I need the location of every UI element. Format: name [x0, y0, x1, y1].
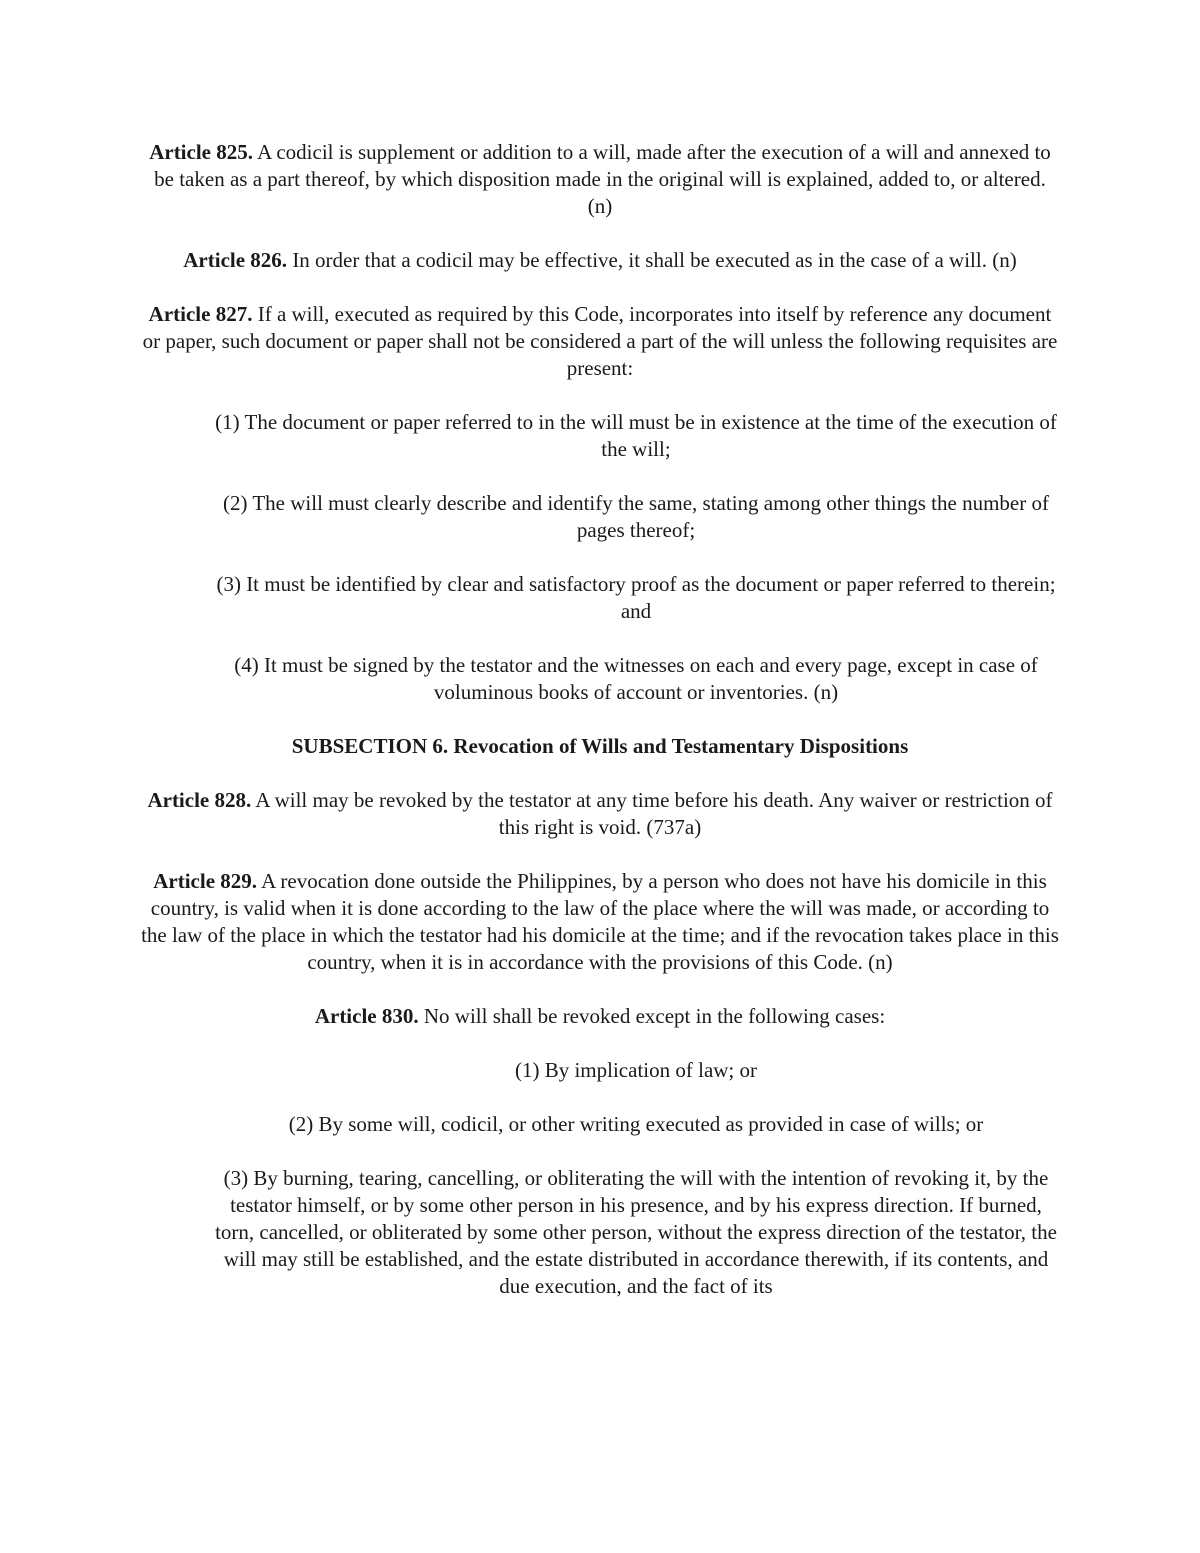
article-829-label: Article 829.	[153, 869, 258, 893]
article-830	[140, 1003, 1060, 1030]
article-827	[140, 301, 1060, 382]
article-829-text: A revocation done outside the Philippines, by a person who does not have his domicile in this country, is valid when it is done according to the law of the place where the will was made, or according to the law of the place in which the testator had his domicile at the time; and if the revocation takes place in this country, when it is in accordance with the provisions of this Code. (n)	[141, 869, 1059, 974]
article-826-label: Article 826.	[183, 248, 288, 272]
article-830-text: No will shall be revoked except in the following cases:	[418, 1004, 886, 1028]
article-827-label: Article 827.	[148, 302, 253, 326]
article-830-label: Article 830.	[314, 1004, 419, 1028]
article-828-label: Article 828.	[147, 788, 252, 812]
article-827-item-3: (3) It must be identified by clear and satisfactory proof as the document or paper referred to therein; and	[216, 572, 1056, 623]
article-827-item-4: (4) It must be signed by the testator and the witnesses on each and every page, except in case of voluminous books of account or inventories. (n)	[234, 653, 1038, 704]
article-825-text: A codicil is supplement or addition to a will, made after the execution of a will and annexed to be taken as a part thereof, by which disposition made in the original will is explained, added to, or altered. (n)	[154, 140, 1051, 218]
article-827-text: If a will, executed as required by this Code, incorporates into itself by reference any document or paper, such document or paper shall not be considered a part of the will unless the following requisites are present:	[142, 302, 1058, 380]
article-826-text: In order that a codicil may be effective, it shall be executed as in the case of a will. (n)	[287, 248, 1017, 272]
article-825-label: Article 825.	[149, 140, 253, 164]
article-827-item-1: (1) The document or paper referred to in the will must be in existence at the time of the execution of the will;	[215, 410, 1057, 461]
document-body	[140, 139, 1060, 1327]
article-827-item-2: (2) The will must clearly describe and identify the same, stating among other things the number of pages thereof;	[223, 491, 1049, 542]
article-830-item-2: (2) By some will, codicil, or other writing executed as provided in case of wills; or	[288, 1112, 984, 1136]
article-825	[140, 139, 1060, 220]
article-829	[140, 868, 1060, 976]
article-830-item-1: (1) By implication of law; or	[514, 1058, 758, 1082]
article-830-item-3: (3) By burning, tearing, cancelling, or obliterating the will with the intention of revoking it, by the testator himself, or by some other person in his presence, and by his express direction. If burned, torn, cancelled, or obliterated by some other person, without the express direction of the testator, the will may still be established, and the estate distributed in accordance therewith, if its contents, and due execution, and the fact of its	[215, 1166, 1057, 1298]
article-826	[140, 247, 1060, 274]
subsection-heading: SUBSECTION 6. Revocation of Wills and Testamentary Dispositions	[291, 734, 909, 758]
article-828-text: A will may be revoked by the testator at any time before his death. Any waiver or restriction of this right is void. (737a)	[251, 788, 1053, 839]
article-828	[140, 787, 1060, 841]
